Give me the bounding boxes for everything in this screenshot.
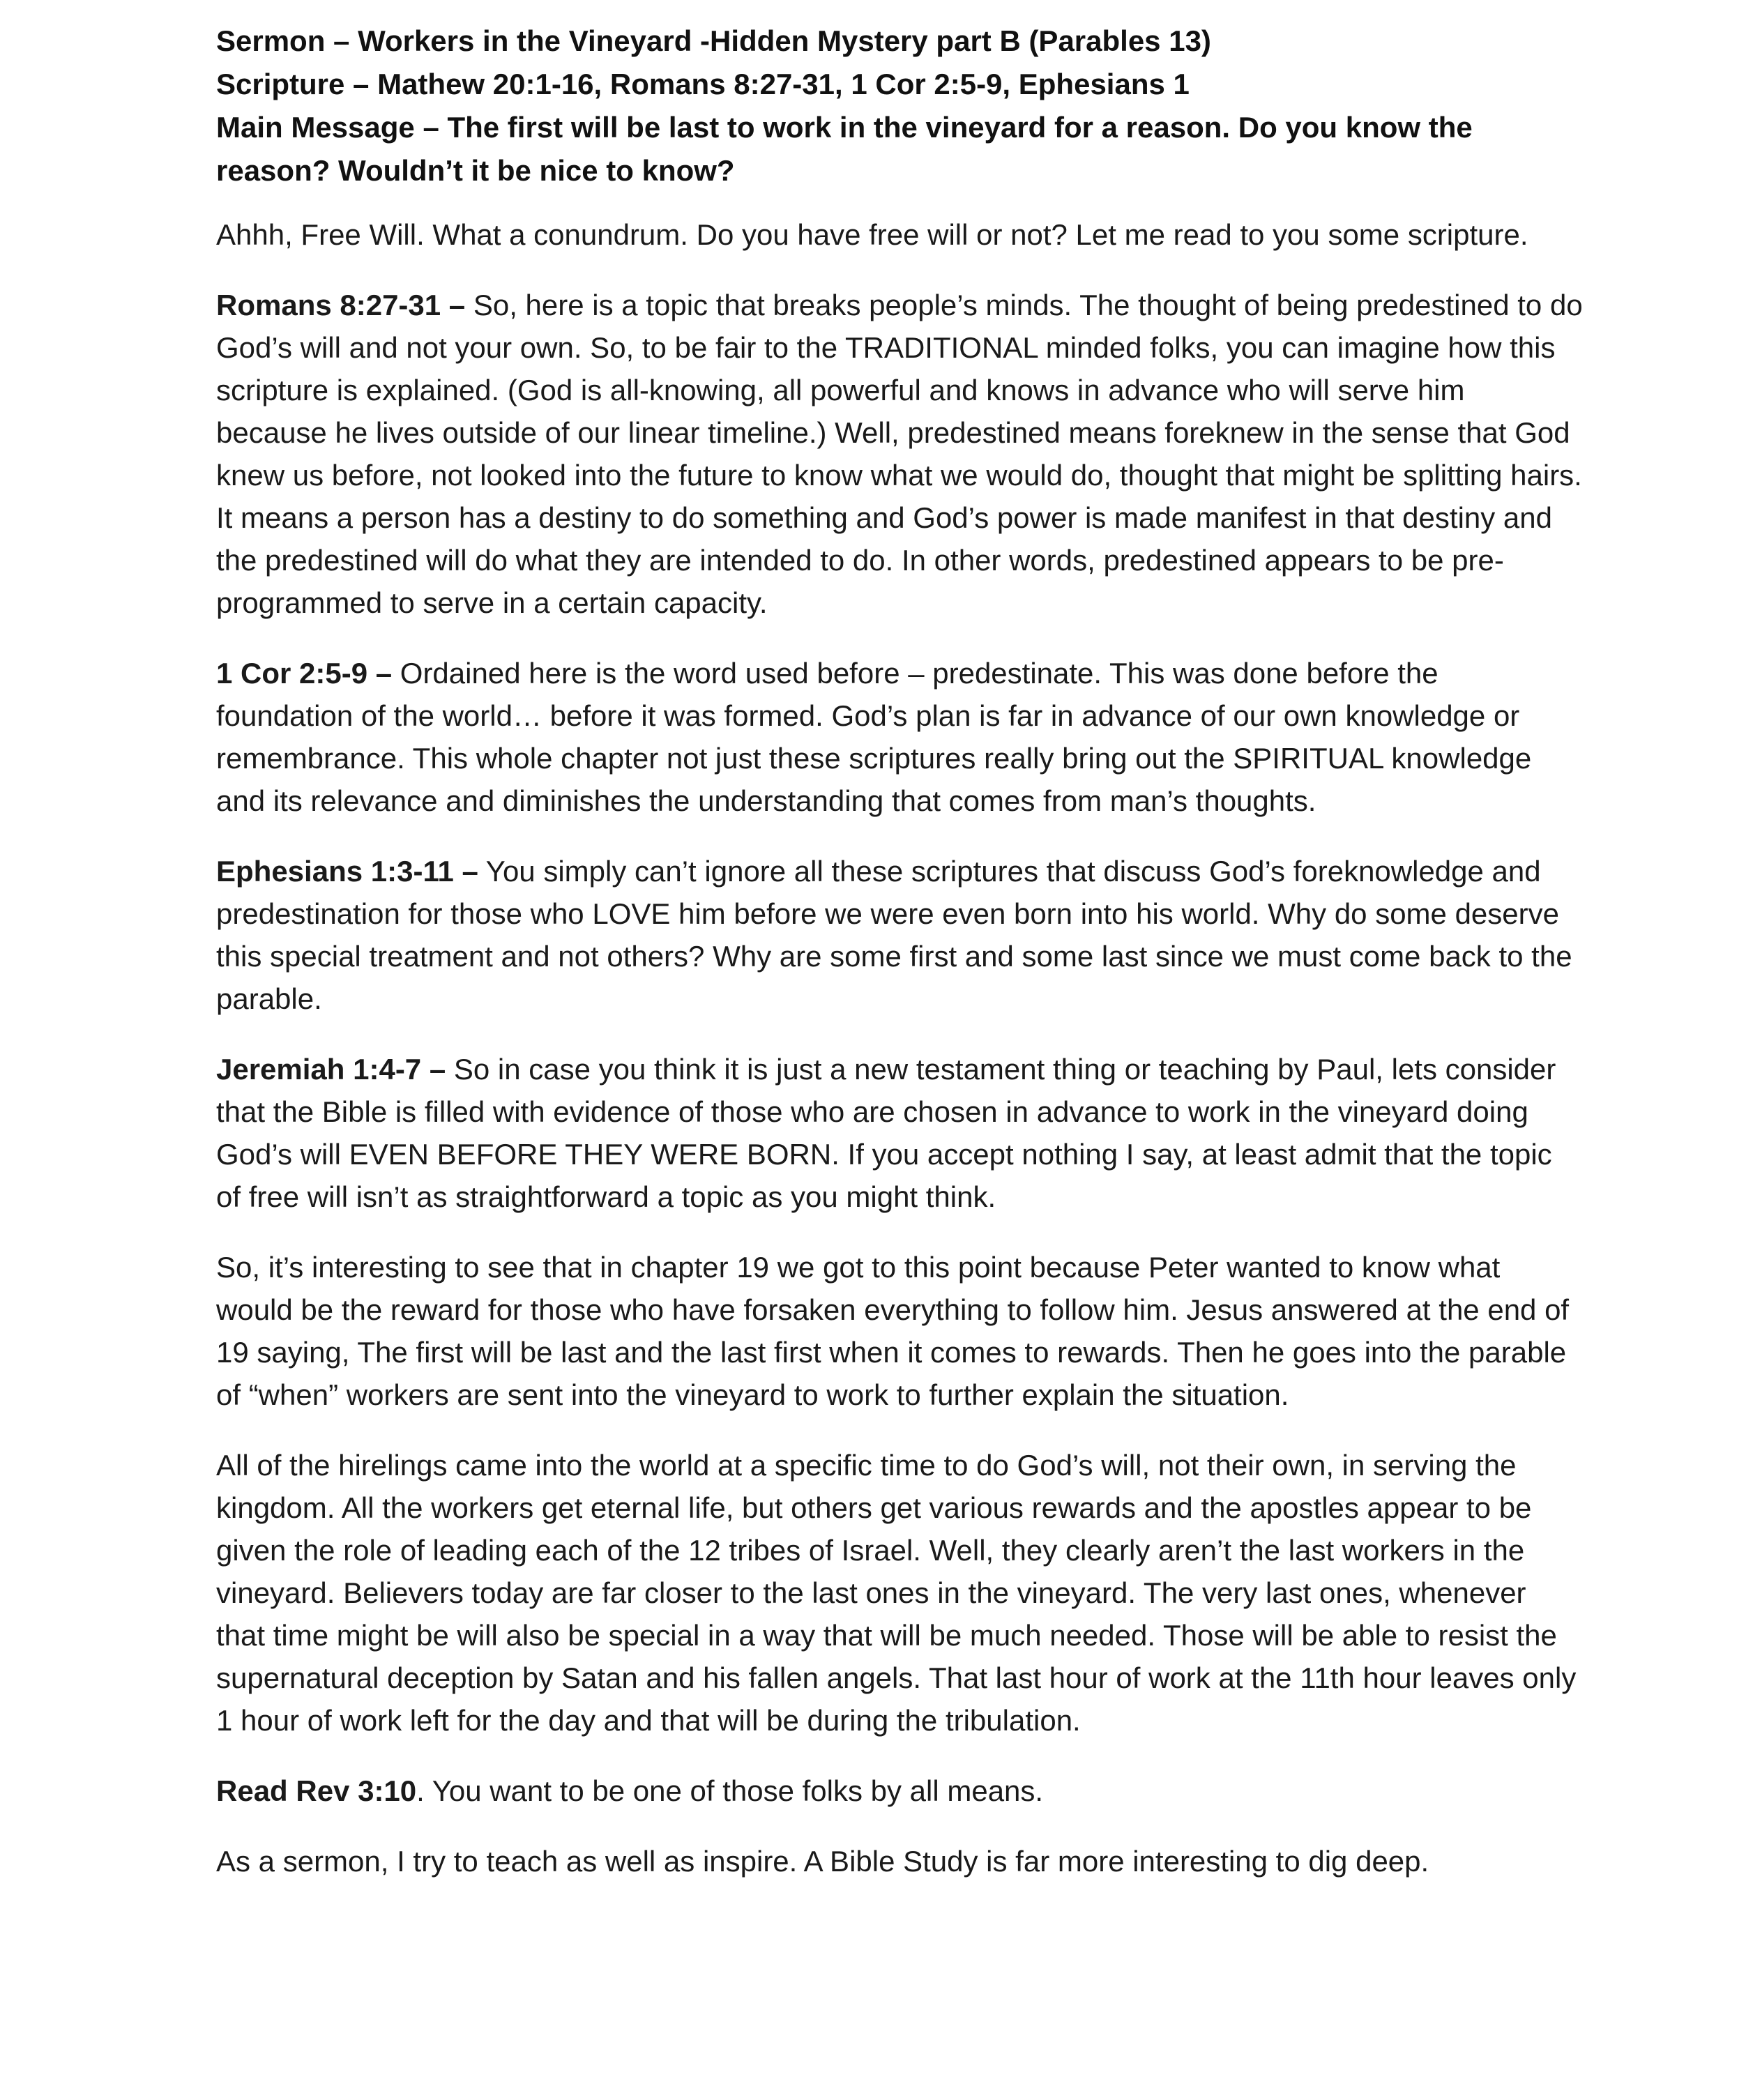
romans-reference: Romans 8:27-31 – <box>216 289 466 321</box>
scripture-list: Scripture – Mathew 20:1-16, Romans 8:27-31, 1 Cor 2:5-9, Ephesians 1 <box>216 68 1190 100</box>
ephesians-paragraph <box>216 850 1583 1020</box>
hirelings-paragraph: All of the hirelings came into the world at a specific time to do God’s will, not their own, in serving the kingdom. All the workers get eternal life, but others get various rewards and the apostles appear to be given the role of leading each of the 12 tribes of Israel. Well, they clearly aren’t the last workers in the vineyard. Believers today are far closer to the last ones in the vineyard. The very last ones, whenever that time might be will also be special in a way that will be much needed. Those will be able to resist the supernatural deception by Satan and his fallen angels. That last hour of work at the 11th hour leaves only 1 hour of work left for the day and that will be during the tribulation. <box>216 1449 1577 1737</box>
ephesians-reference: Ephesians 1:3-11 – <box>216 855 478 888</box>
ephesians-text: You simply can’t ignore all these scriptures that discuss God’s foreknowledge and predestination for those who LOVE him before we were even born into his world. Why do some deserve this special treatment and not others? Why are some first and some last since we must come back to the parable. <box>216 855 1572 1015</box>
revelation-reference: Read Rev 3:10 <box>216 1774 417 1807</box>
sermon-document <box>216 20 1583 1910</box>
closing-paragraph: As a sermon, I try to teach as well as inspire. A Bible Study is far more interesting to dig deep. <box>216 1845 1429 1878</box>
revelation-text: . You want to be one of those folks by all means. <box>416 1774 1044 1807</box>
chapter19-paragraph: So, it’s interesting to see that in chapter 19 we got to this point because Peter wanted to know what would be the reward for those who have forsaken everything to follow him. Jesus answered at the end of 19 saying, The first will be last and the last first when it comes to rewards. Then he goes into the parable of “when” workers are sent into the vineyard to work to further explain the situation. <box>216 1251 1570 1411</box>
jeremiah-reference: Jeremiah 1:4-7 – <box>216 1053 446 1086</box>
romans-paragraph <box>216 284 1583 624</box>
corinthians-text: Ordained here is the word used before – predestinate. This was done before the foundation of the world… before it was formed. God’s plan is far in advance of our own knowledge or remembrance. This whole chapter not just these scriptures really bring out the SPIRITUAL knowledge and its relevance and diminishes the understanding that comes from man’s thoughts. <box>216 657 1532 817</box>
sermon-title: Sermon – Workers in the Vineyard -Hidden Mystery part B (Parables 13) <box>216 24 1211 57</box>
sermon-header <box>216 20 1583 192</box>
romans-text: So, here is a topic that breaks people’s minds. The thought of being predestined to do God’s will and not your own. So, to be fair to the TRADITIONAL minded folks, you can imagine how this scripture is explained. (God is all-knowing, all powerful and knows in advance who will serve him because he lives outside of our linear timeline.) Well, predestined means foreknew in the sense that God knew us before, not looked into the future to know what we would do, thought that might be splitting hairs. It means a person has a destiny to do something and God’s power is made manifest in that destiny and the predestined will do what they are intended to do. In other words, predestined appears to be pre-programmed to serve in a certain capacity. <box>216 289 1583 619</box>
jeremiah-text: So in case you think it is just a new testament thing or teaching by Paul, lets consider that the Bible is filled with evidence of those who are chosen in advance to work in the vineyard doing God’s will EVEN BEFORE THEY WERE BORN. If you accept nothing I say, at least admit that the topic of free will isn’t as straightforward a topic as you might think. <box>216 1053 1556 1213</box>
main-message: Main Message – The first will be last to work in the vineyard for a reason. Do you know the reason? Wouldn’t it be nice to know? <box>216 111 1473 187</box>
intro-paragraph: Ahhh, Free Will. What a conundrum. Do you have free will or not? Let me read to you some scripture. <box>216 218 1528 251</box>
jeremiah-paragraph <box>216 1048 1583 1218</box>
corinthians-paragraph <box>216 652 1583 822</box>
corinthians-reference: 1 Cor 2:5-9 – <box>216 657 393 690</box>
revelation-paragraph <box>216 1770 1583 1812</box>
